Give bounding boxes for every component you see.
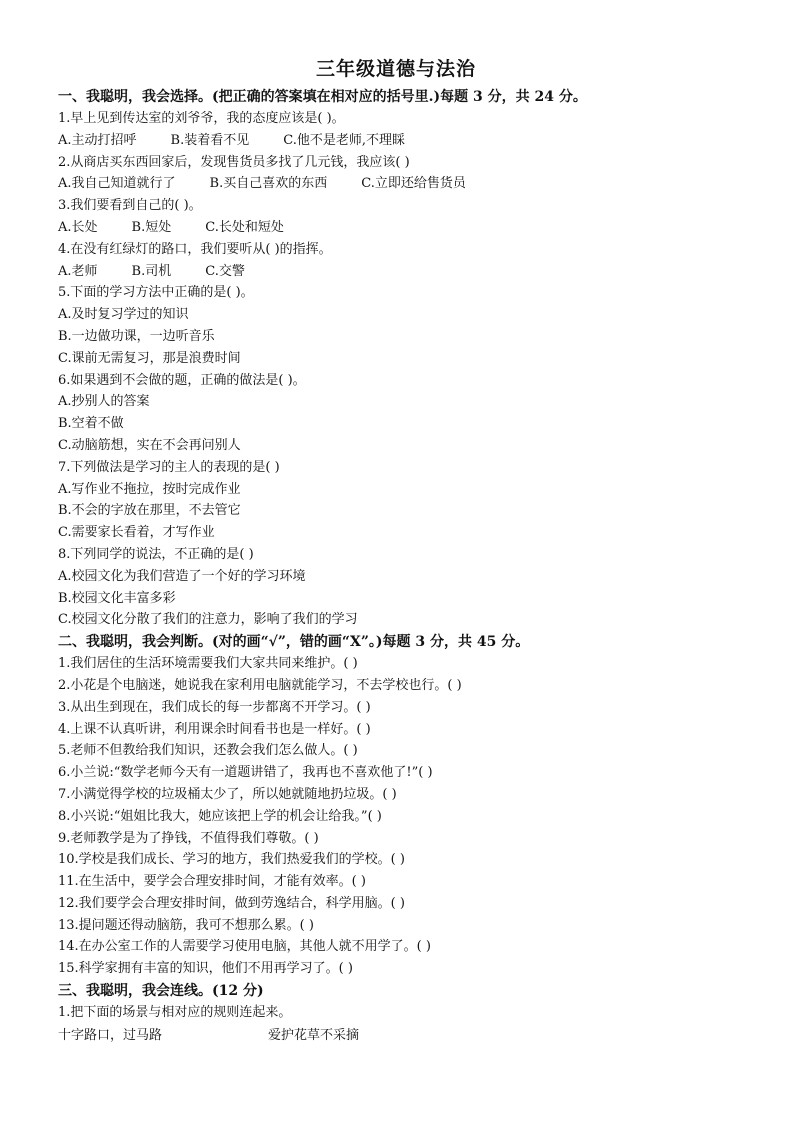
- option-a: A.抄别人的答案: [58, 394, 150, 410]
- page-title: 三年级道德与法治: [315, 58, 476, 80]
- judge-item: 4.上课不认真听讲，利用课余时间看书也是一样好。( ): [58, 721, 371, 737]
- matching-rule: 爱护花草不采摘: [268, 1027, 360, 1043]
- option-a: A.写作业不拖拉，按时完成作业: [58, 481, 241, 497]
- question-2-options: [58, 173, 734, 195]
- question-8: 8.下列同学的说法，不正确的是( ): [58, 546, 254, 562]
- option-c: C.需要家长看着，才写作业: [58, 525, 215, 541]
- option-b: B.买自己喜欢的东西: [209, 176, 328, 192]
- option-c: C.立即还给售货员: [361, 176, 466, 192]
- option-c: C.动脑筋想，实在不会再问别人: [58, 437, 241, 453]
- section-1-heading: 一、我聪明，我会选择。(把正确的答案填在相对应的括号里.)每题 3 分，共 24 分。: [58, 89, 587, 105]
- matching-instruction: 1.把下面的场景与相对应的规则连起来。: [58, 1005, 292, 1021]
- judge-item: 7.小满觉得学校的垃圾桶太少了，所以她就随地扔垃圾。( ): [58, 786, 397, 802]
- question-6: 6.如果遇到不会做的题，正确的做法是( )。: [58, 372, 306, 388]
- judge-item: 13.提问题还得动脑筋，我可不想那么累。( ): [58, 917, 314, 933]
- option-a: A.校园文化为我们营造了一个好的学习环境: [58, 568, 306, 584]
- option-b: B.空着不做: [58, 416, 124, 432]
- question-3: 3.我们要看到自己的( )。: [58, 198, 202, 214]
- question-1-options: [58, 130, 734, 152]
- question-7: 7.下列做法是学习的主人的表现的是( ): [58, 459, 280, 475]
- judge-item: 1.我们居住的生活环境需要我们大家共同来维护。( ): [58, 656, 358, 672]
- judge-item: 11.在生活中，要学会合理安排时间，才能有效率。( ): [58, 874, 366, 890]
- option-c: C.他不是老师,不理睬: [283, 132, 405, 148]
- option-a: A.老师: [58, 263, 98, 279]
- matching-row: [58, 1024, 734, 1048]
- judge-item: 8.小兴说:“姐姐比我大，她应该把上学的机会让给我。”( ): [58, 808, 382, 824]
- judge-item: 3.从出生到现在，我们成长的每一步都离不开学习。( ): [58, 699, 371, 715]
- option-b: B.短处: [131, 219, 172, 235]
- judge-item: 2.小花是个电脑迷，她说我在家利用电脑就能学习，不去学校也行。( ): [58, 677, 462, 693]
- option-b: B.不会的字放在那里，不去管它: [58, 503, 241, 519]
- option-b: B.司机: [131, 263, 172, 279]
- judge-item: 15.科学家拥有丰富的知识，他们不用再学习了。( ): [58, 961, 353, 977]
- judge-item: 14.在办公室工作的人需要学习使用电脑，其他人就不用学了。( ): [58, 939, 431, 955]
- question-5: 5.下面的学习方法中正确的是( )。: [58, 285, 254, 301]
- option-c: C.课前无需复习，那是浪费时间: [58, 350, 241, 366]
- matching-scene: 十字路口，过马路: [58, 1027, 163, 1043]
- option-c: C.校园文化分散了我们的注意力，影响了我们的学习: [58, 612, 358, 628]
- option-a: A.我自己知道就行了: [58, 176, 176, 192]
- judge-item: 6.小兰说:“数学老师今天有一道题讲错了，我再也不喜欢他了!”( ): [58, 765, 433, 781]
- question-2: 2.从商店买东西回家后，发现售货员多找了几元钱，我应该( ): [58, 154, 410, 170]
- option-a: A.及时复习学过的知识: [58, 307, 189, 323]
- question-1: 1.早上见到传达室的刘爷爷，我的态度应该是( )。: [58, 111, 345, 126]
- option-b: B.一边做功课，一边听音乐: [58, 328, 215, 344]
- option-b: B.校园文化丰富多彩: [58, 590, 176, 606]
- judge-item: 10.学校是我们成长、学习的地方，我们热爱我们的学校。( ): [58, 852, 405, 868]
- question-3-options: [58, 217, 734, 239]
- judge-item: 5.老师不但教给我们知识，还教会我们怎么做人。( ): [58, 743, 358, 759]
- question-4: 4.在没有红绿灯的路口，我们要听从( )的指挥。: [58, 241, 332, 257]
- judge-item: 12.我们要学会合理安排时间，做到劳逸结合，科学用脑。( ): [58, 895, 405, 911]
- question-4-options: [58, 261, 734, 283]
- option-c: C.长处和短处: [205, 219, 284, 235]
- option-b: B.装着看不见: [170, 132, 250, 148]
- option-c: C.交警: [205, 263, 245, 279]
- option-a: A.主动打招呼: [58, 132, 137, 148]
- option-a: A.长处: [58, 219, 98, 235]
- section-2-heading: 二、我聪明，我会判断。(对的画“√”，错的画“X”。)每题 3 分，共 45 分。: [58, 634, 530, 651]
- section-3-heading: 三、我聪明，我会连线。(12 分): [58, 983, 264, 1000]
- judge-item: 9.老师教学是为了挣钱，不值得我们尊敬。( ): [58, 830, 319, 846]
